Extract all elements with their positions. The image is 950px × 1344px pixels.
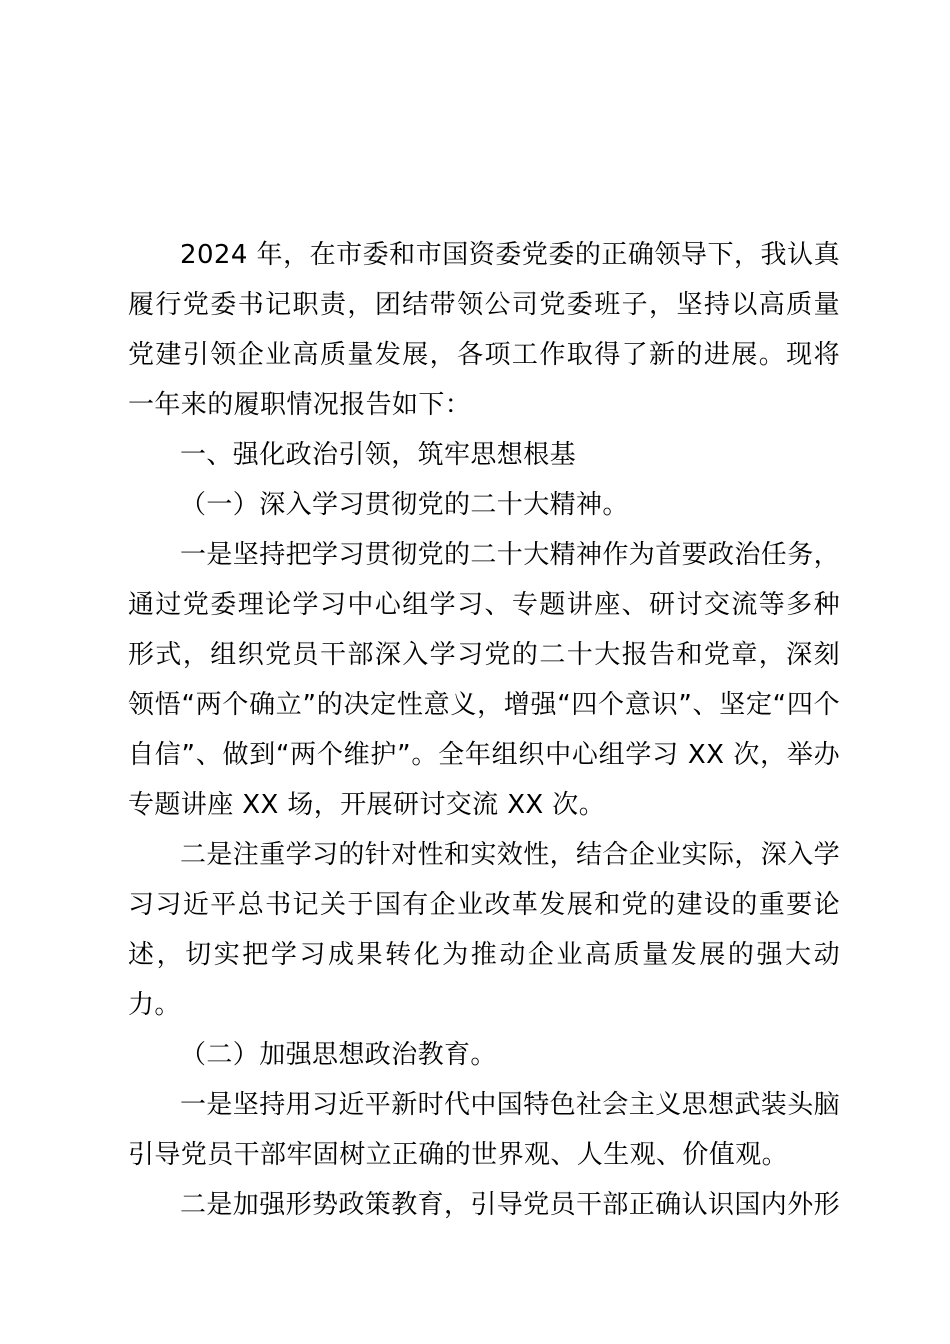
subsection-heading-2: （二）加强思想政治教育。: [180, 1040, 497, 1070]
paragraph-education-point-2: 二是加强形势政策教育，引导党员干部正确认识国内外形: [180, 1190, 841, 1220]
subsection-heading-1: （一）深入学习贯彻党的二十大精神。: [180, 490, 629, 520]
paragraph-education-point-1: 一是坚持用习近平新时代中国特色社会主义思想武装头脑引导党员干部牢固树立正确的世界观、人生观、价值观。: [128, 1090, 841, 1170]
intro-paragraph: 2024 年，在市委和市国资委党委的正确领导下，我认真履行党委书记职责，团结带领公司党委班子，坚持以高质量党建引领企业高质量发展，各项工作取得了新的进展。现将一年来的履职情况报告如下：: [128, 240, 840, 420]
document-body: [128, 230, 840, 1230]
section-heading-1: 一、强化政治引领，筑牢思想根基: [180, 440, 577, 470]
paragraph-study-point-2: 二是注重学习的针对性和实效性，结合企业实际，深入学习习近平总书记关于国有企业改革发展和党的建设的重要论述，切实把学习成果转化为推动企业高质量发展的强大动力。: [128, 840, 841, 1020]
paragraph-study-point-1: 一是坚持把学习贯彻党的二十大精神作为首要政治任务，通过党委理论学习中心组学习、专题讲座、研讨交流等多种形式，组织党员干部深入学习党的二十大报告和党章，深刻领悟“两个确立”的决定性意义，增强“四个意识”、坚定“四个自信”、做到“两个维护”。全年组织中心组学习 XX 次，举办专题讲座 XX 场，开展研讨交流 XX 次。: [128, 540, 841, 820]
